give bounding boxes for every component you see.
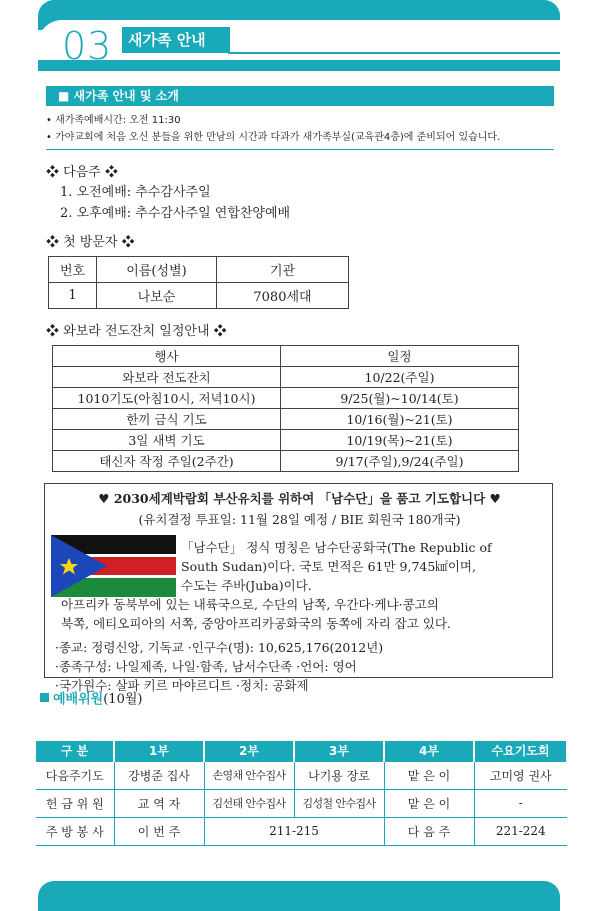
table-row <box>53 451 519 472</box>
committee-heading <box>40 688 142 707</box>
intro-line: • 새가족예배시간: 오전 11:30 <box>46 115 181 126</box>
table-cell: 나보순 <box>97 283 217 309</box>
table-cell: 3일 새벽 기도 <box>53 430 281 451</box>
table-row <box>53 430 519 451</box>
south-sudan-flag-icon <box>51 535 176 597</box>
expo-text-line: 수도는 주바(Juba)이다. <box>181 578 312 593</box>
column-header: 구 분 <box>36 741 114 761</box>
expo-text-line: 북쪽, 에티오피아의 서쪽, 중앙아프리카공화국의 동쪽에 자리 잡고 있다. <box>61 616 451 631</box>
column-header: 이름(성별) <box>97 257 217 283</box>
expo-text-line: South Sudan)이다. 국토 면적은 61만 9,745㎢이며, <box>181 559 476 574</box>
table-cell: 헌 금 위 원 <box>36 789 114 817</box>
next-week-heading: ❖ 다음주 ❖ <box>46 165 118 180</box>
visitors-heading: ❖ 첫 방문자 ❖ <box>46 235 135 250</box>
intro-title-bar: ■ 새가족 안내 및 소개 <box>46 86 554 106</box>
intro-line: • 가야교회에 처음 오신 분들을 위한 만남의 시간과 다과가 새가족부실(교육관4층)에 준비되어 있습니다. <box>46 132 501 143</box>
header-divider <box>228 52 560 54</box>
visitors-table <box>48 256 349 309</box>
table-header-row <box>49 257 349 283</box>
expo-title: ♥ 2030세계박람회 부산유치를 위하여 「남수단」을 품고 기도합니다 ♥ <box>98 491 501 506</box>
footer-band <box>38 881 560 911</box>
expo-text-line: 「남수단」 정식 명칭은 남수단공화국(The Republic of <box>181 540 492 555</box>
table-cell: 나기용 장로 <box>294 761 384 789</box>
table-cell: 9/17(주일),9/24(주일) <box>281 451 519 472</box>
expo-subtitle: (유치결정 투표일: 11월 28일 예정 / BIE 회원국 180개국) <box>138 512 461 527</box>
column-header: 2부 <box>204 741 294 761</box>
table-cell: 이 번 주 <box>114 817 204 845</box>
committee-month: (10월) <box>103 692 143 707</box>
table-cell: 고미영 권사 <box>474 761 567 789</box>
table-row <box>36 761 567 789</box>
next-week-item: 2. 오후예배: 추수감사주일 연합찬양예배 <box>60 206 291 221</box>
table-cell: 맡 은 이 <box>384 789 474 817</box>
table-cell: 한끼 금식 기도 <box>53 409 281 430</box>
table-cell: 손영채 안수집사 <box>204 761 294 789</box>
table-row <box>36 817 567 845</box>
column-header: 번호 <box>49 257 97 283</box>
table-cell: 7080세대 <box>217 283 349 309</box>
table-cell: 김성철 안수집사 <box>294 789 384 817</box>
table-header-row <box>53 346 519 367</box>
table-cell: 1 <box>49 283 97 309</box>
table-cell: 강병준 집사 <box>114 761 204 789</box>
table-cell: 태신자 작정 주일(2주간) <box>53 451 281 472</box>
section-title: 새가족 안내 <box>122 27 230 53</box>
column-header: 4부 <box>384 741 474 761</box>
column-header: 3부 <box>294 741 384 761</box>
expo-fact-line: ·국가원수: 살파 키르 마야르디트 ·정치: 공화제 <box>55 678 309 693</box>
column-header: 일정 <box>281 346 519 367</box>
table-cell: 주 방 봉 사 <box>36 817 114 845</box>
section-number: 03 <box>62 24 113 68</box>
column-header: 행사 <box>53 346 281 367</box>
square-bullet-icon <box>40 693 49 702</box>
expo-fact-line: ·종족구성: 나일제족, 나일·함족, 남서수단족 ·언어: 영어 <box>55 659 357 674</box>
next-week-item: 1. 오전예배: 추수감사주일 <box>60 185 211 200</box>
table-cell: 다 음 주 <box>384 817 474 845</box>
table-cell: 221-224 <box>474 817 567 845</box>
column-header: 1부 <box>114 741 204 761</box>
expo-prayer-box <box>44 483 553 693</box>
table-row <box>53 409 519 430</box>
table-row <box>53 388 519 409</box>
wabora-heading: ❖ 와보라 전도잔치 일정안내 ❖ <box>46 324 227 339</box>
table-cell: - <box>474 789 567 817</box>
table-cell: 1010기도(아침10시, 저녁10시) <box>53 388 281 409</box>
intro-text <box>46 112 556 146</box>
table-row <box>53 367 519 388</box>
expo-text-line: 아프리카 동북부에 있는 내륙국으로, 수단의 남쪽, 우간다·케냐·콩고의 <box>61 597 439 612</box>
table-cell: 211-215 <box>204 817 384 845</box>
table-row <box>49 283 349 309</box>
table-cell: 김선태 안수집사 <box>204 789 294 817</box>
column-header: 기관 <box>217 257 349 283</box>
wabora-schedule-table <box>52 345 519 472</box>
intro-divider <box>46 149 554 150</box>
table-cell: 9/25(월)~10/14(토) <box>281 388 519 409</box>
table-cell: 10/16(월)~21(토) <box>281 409 519 430</box>
table-row <box>36 789 567 817</box>
table-cell: 맡 은 이 <box>384 761 474 789</box>
table-header-row <box>36 741 567 761</box>
table-cell: 10/19(목)~21(토) <box>281 430 519 451</box>
table-cell: 교 역 자 <box>114 789 204 817</box>
column-header: 수요기도회 <box>474 741 567 761</box>
table-cell: 와보라 전도잔치 <box>53 367 281 388</box>
committee-label: 예배위원 <box>53 692 104 707</box>
expo-fact-line: ·종교: 정령신앙, 기독교 ·인구수(명): 10,625,176(2012년) <box>55 640 384 655</box>
table-cell: 다음주기도 <box>36 761 114 789</box>
header-bottom-band <box>38 60 560 71</box>
table-cell: 10/22(주일) <box>281 367 519 388</box>
worship-committee-table <box>36 741 568 846</box>
